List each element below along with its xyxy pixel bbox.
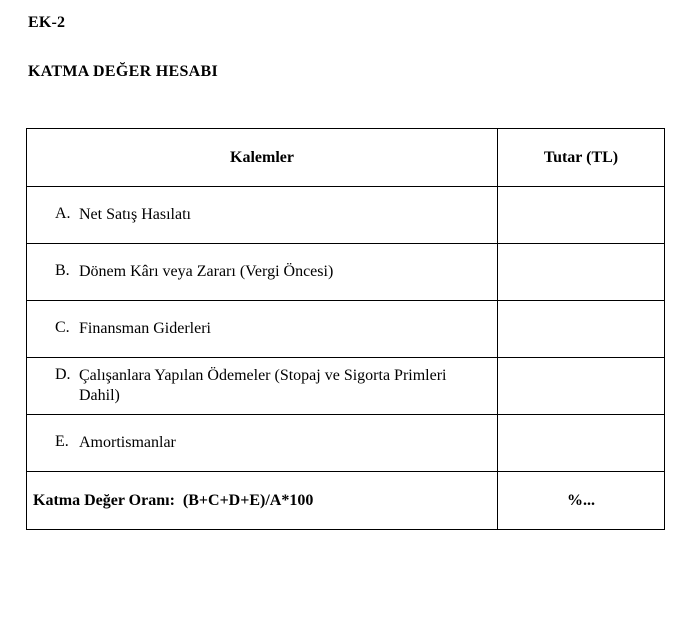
table-row (27, 187, 665, 244)
item-label-cell (27, 358, 498, 415)
document-title: KATMA DEĞER HESABI (28, 63, 219, 80)
column-header-amount: Tutar (TL) (498, 129, 665, 187)
item-label: Finansman Giderleri (79, 320, 211, 337)
item-amount-cell (498, 358, 665, 415)
item-label-cell (27, 244, 498, 301)
item-label: Amortismanlar (79, 434, 176, 451)
table-row (27, 415, 665, 472)
item-amount-cell (498, 187, 665, 244)
table-header-row (27, 129, 665, 187)
item-label-cell (27, 415, 498, 472)
annex-label: EK-2 (28, 14, 66, 31)
item-letter: B. (55, 262, 70, 279)
item-label: Çalışanlara Yapılan Ödemeler (Stopaj ve Sigorta Primleri Dahil) (79, 367, 447, 404)
item-label-cell (27, 187, 498, 244)
item-label: Net Satış Hasılatı (79, 206, 191, 223)
item-letter: C. (55, 319, 70, 336)
table-row (27, 244, 665, 301)
item-amount-cell (498, 301, 665, 358)
value-added-table (26, 128, 665, 530)
table-row (27, 301, 665, 358)
column-header-items: Kalemler (27, 129, 498, 187)
ratio-formula-cell (27, 472, 498, 530)
ratio-value: %... (498, 472, 665, 530)
item-label: Dönem Kârı veya Zararı (Vergi Öncesi) (79, 263, 334, 280)
ratio-formula: (B+C+D+E)/A*100 (182, 491, 314, 509)
table-row (27, 358, 665, 415)
item-amount-cell (498, 244, 665, 301)
table-footer-row (27, 472, 665, 530)
item-letter: E. (55, 433, 69, 450)
item-label-cell (27, 301, 498, 358)
item-letter: D. (55, 366, 71, 383)
ratio-label: Katma Değer Oranı: (33, 491, 175, 509)
item-letter: A. (55, 205, 71, 222)
item-amount-cell (498, 415, 665, 472)
